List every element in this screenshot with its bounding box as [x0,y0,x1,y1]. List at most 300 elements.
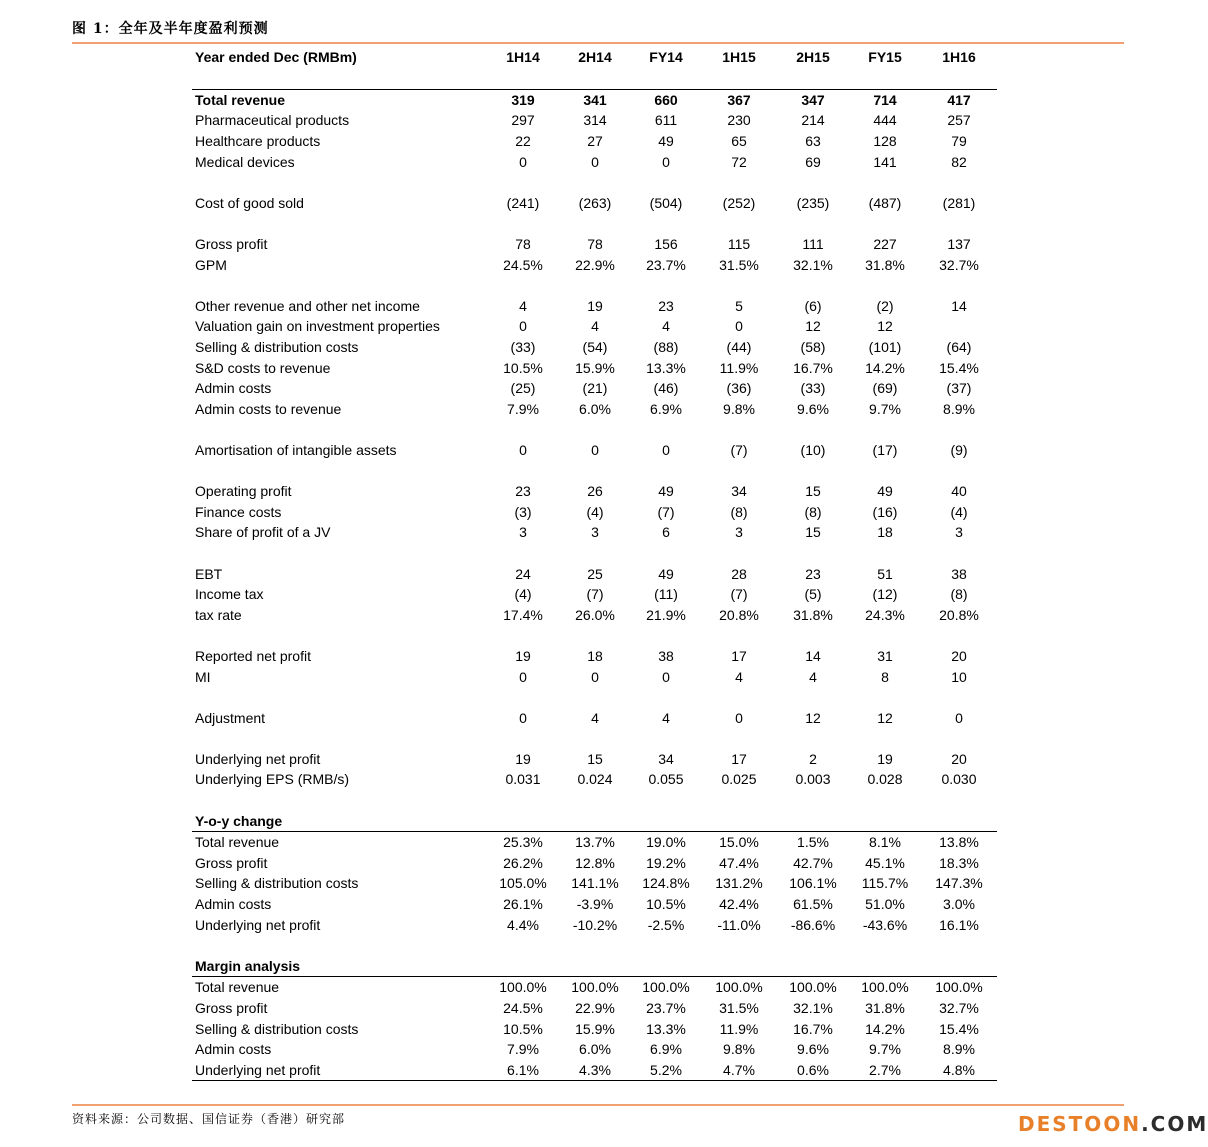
value-cell: 21.9% [646,606,686,623]
value-cell: 18 [587,647,603,664]
value-cell: 19.0% [631,831,701,852]
value-cell: 9.6% [797,1041,829,1058]
row-label: MI [195,668,211,685]
header-cell: Year ended Dec (RMBm) [195,49,357,65]
value-cell: 0.6% [777,1060,849,1081]
value-cell: 25 [587,565,603,582]
value-cell: 26.0% [575,606,615,623]
value-cell: (4) [514,586,532,603]
value-cell: 31.8% [865,256,905,273]
value-cell: 12 [805,709,821,726]
row-label: Admin costs [195,1041,272,1058]
value-cell: 11.9% [719,1020,759,1037]
row-label: Margin analysis [195,957,301,974]
row-label: GPM [195,256,227,273]
value-cell: 18.3% [939,854,979,871]
value-cell: 0 [662,153,670,170]
value-cell: 8 [881,668,889,685]
spacer-row [192,728,997,749]
value-cell: 660 [631,89,701,110]
value-cell: 16.7% [793,1020,833,1037]
value-cell: 319 [487,89,559,110]
value-cell: (37) [946,380,972,397]
value-cell: (33) [510,339,536,356]
spacer-cell [192,935,997,956]
value-cell: (241) [506,194,540,211]
value-cell: (33) [800,380,826,397]
value-cell: -2.5% [647,916,685,933]
row-label: Underlying net profit [195,750,321,767]
value-cell: 14.2% [865,359,905,376]
row-label: Adjustment [195,709,266,726]
value-cell: 7.9% [507,400,539,417]
value-cell: 34 [731,483,747,500]
table-row [192,853,997,874]
row-label: Income tax [195,586,264,603]
table-row [192,977,997,998]
table-row [192,337,997,358]
value-cell: 15 [587,750,603,767]
value-cell: 31.5% [719,1000,759,1017]
value-cell: 38 [658,647,674,664]
spacer-cell [192,213,997,234]
value-cell: 49 [658,565,674,582]
table-row [192,440,997,461]
row-label: Gross profit [195,1000,268,1017]
value-cell: 31.5% [719,256,759,273]
table-row [192,522,997,543]
row-label: Gross profit [195,854,268,871]
value-cell: (54) [582,339,608,356]
value-cell: 341 [559,89,631,110]
value-cell: 3 [735,524,743,541]
value-cell: 12 [877,318,893,335]
value-cell [701,810,777,831]
table-row [192,769,997,790]
value-cell: 26.1% [503,896,543,913]
value-cell: 214 [801,112,825,129]
value-cell: 78 [515,236,531,253]
value-cell: 0.031 [505,771,541,788]
table-row [192,894,997,915]
row-label: Underlying net profit [195,916,321,933]
row-label: Selling & distribution costs [195,339,359,356]
value-cell: 0 [519,318,527,335]
value-cell: 26.2% [503,854,543,871]
value-cell: 14 [805,647,821,664]
value-cell: 100.0% [487,977,559,998]
value-cell: 13.8% [921,831,997,852]
value-cell [921,956,997,977]
value-cell: 141.1% [571,875,619,892]
value-cell: 0.025 [721,771,757,788]
row-label: S&D costs to revenue [195,359,331,376]
value-cell: 34 [658,750,674,767]
row-label: Selling & distribution costs [195,1020,359,1037]
value-cell: (17) [872,441,898,458]
value-cell: 10.5% [646,896,686,913]
value-cell: 13.7% [559,831,631,852]
value-cell: 16.1% [939,916,979,933]
table-row [192,831,997,852]
value-cell: 6.0% [579,1041,611,1058]
value-cell: 2.7% [849,1060,921,1081]
table-row [192,1060,997,1081]
table-row [192,914,997,935]
value-cell: (252) [722,194,756,211]
value-cell [921,316,997,337]
value-cell: 19 [587,297,603,314]
value-cell: 611 [654,112,678,129]
value-cell: 12 [805,318,821,335]
value-cell: 31 [877,647,893,664]
value-cell: (69) [872,380,898,397]
value-cell: 156 [654,236,678,253]
value-cell: 0.055 [648,771,684,788]
value-cell: (8) [804,503,822,520]
value-cell: (7) [730,586,748,603]
value-cell [631,810,701,831]
value-cell: 8.9% [943,400,975,417]
value-cell: 4 [591,318,599,335]
value-cell: 111 [802,236,824,253]
value-cell: 15.0% [701,831,777,852]
value-cell: (263) [578,194,612,211]
value-cell: 32.7% [939,256,979,273]
value-cell: 4 [662,318,670,335]
spacer-row [192,790,997,811]
value-cell: 106.1% [789,875,837,892]
value-cell: 9.7% [869,1041,901,1058]
header-cell: FY15 [868,49,902,65]
value-cell: 2 [809,750,817,767]
value-cell: (9) [950,441,968,458]
value-cell: (11) [654,586,678,603]
value-cell: 7.9% [507,1041,539,1058]
value-cell: 0 [735,709,743,726]
spacer-row [192,172,997,193]
row-label: Finance costs [195,503,282,520]
value-cell: 4.4% [507,916,539,933]
value-cell [921,810,997,831]
value-cell: 69 [805,153,821,170]
value-cell: (12) [872,586,898,603]
value-cell: 9.7% [869,400,901,417]
value-cell: 23 [515,483,531,500]
value-cell: 22.9% [575,1000,615,1017]
row-label: Total revenue [192,977,487,998]
spacer-row [192,460,997,481]
table-row [192,316,997,337]
value-cell: 100.0% [559,977,631,998]
value-cell: 20 [951,647,967,664]
value-cell: (36) [726,380,752,397]
value-cell: -10.2% [572,916,618,933]
value-cell: (88) [653,339,679,356]
value-cell: 23.7% [646,256,686,273]
value-cell: 32.1% [793,1000,833,1017]
value-cell: 78 [587,236,603,253]
value-cell: 15.4% [939,359,979,376]
spacer-cell [192,460,997,481]
value-cell: 17 [731,750,747,767]
value-cell: 23.7% [646,1000,686,1017]
spacer-row [192,687,997,708]
value-cell: 0 [591,441,599,458]
value-cell: 105.0% [499,875,547,892]
value-cell: 15 [805,483,821,500]
spacer-cell [192,543,997,564]
value-cell: 27 [587,133,603,150]
value-cell: 3 [955,524,963,541]
value-cell: -43.6% [862,916,908,933]
value-cell: (7) [657,503,675,520]
value-cell: 4.3% [559,1060,631,1081]
value-cell: (6) [804,297,822,314]
row-label: Gross profit [195,236,268,253]
value-cell: 13.3% [646,1020,686,1037]
value-cell: (8) [730,503,748,520]
value-cell: 49 [658,483,674,500]
spacer-row [192,68,997,89]
header-cell: 1H16 [942,49,976,65]
value-cell: 227 [873,236,897,253]
value-cell: 72 [731,153,747,170]
table-row [192,399,997,420]
value-cell: (4) [586,503,604,520]
value-cell: (281) [942,194,976,211]
spacer-cell [192,68,997,89]
value-cell: 6.9% [650,1041,682,1058]
value-cell: 9.8% [723,1041,755,1058]
value-cell: 32.7% [939,1000,979,1017]
earnings-forecast-table [192,46,997,1081]
value-cell: 15.4% [939,1020,979,1037]
value-cell: (101) [868,339,902,356]
value-cell: (3) [514,503,532,520]
table-row [192,131,997,152]
value-cell: 4 [591,709,599,726]
value-cell: 22.9% [575,256,615,273]
value-cell: 19 [515,647,531,664]
value-cell: 19 [877,750,893,767]
value-cell: 4 [519,297,527,314]
value-cell: 9.6% [797,400,829,417]
value-cell: 47.4% [719,854,759,871]
row-label: Valuation gain on investment properties [195,318,440,335]
value-cell [559,810,631,831]
value-cell: 24.5% [503,1000,543,1017]
top-divider [72,42,1124,44]
value-cell: 417 [921,89,997,110]
table-header-row [192,46,997,68]
value-cell: 23 [658,297,674,314]
value-cell: -11.0% [717,916,761,933]
row-label: Pharmaceutical products [195,112,350,129]
value-cell: 0.024 [577,771,613,788]
spacer-cell [192,172,997,193]
value-cell: 0 [519,668,527,685]
value-cell: 12 [877,709,893,726]
watermark-part-a: DESTOON [1018,1112,1142,1136]
value-cell: 147.3% [935,875,983,892]
value-cell [631,956,701,977]
value-cell: 100.0% [631,977,701,998]
value-cell: 17.4% [503,606,543,623]
value-cell: (10) [800,441,826,458]
value-cell: 11.9% [719,359,759,376]
row-label: Healthcare products [195,133,321,150]
row-label: Underlying EPS (RMB/s) [195,771,350,788]
table-row [192,873,997,894]
value-cell: 3 [519,524,527,541]
value-cell: (7) [730,441,748,458]
spacer-row [192,625,997,646]
value-cell: 23 [805,565,821,582]
table-row [192,707,997,728]
value-cell: 230 [727,112,751,129]
row-label: Admin costs [195,380,272,397]
bottom-divider [72,1104,1124,1106]
value-cell: (44) [726,339,752,356]
value-cell: 6.0% [579,400,611,417]
row-label: Y-o-y change [195,812,283,829]
spacer-cell [192,687,997,708]
spacer-row [192,543,997,564]
value-cell: 3 [591,524,599,541]
value-cell: 257 [947,112,971,129]
table-row [192,604,997,625]
value-cell: 42.4% [719,896,759,913]
value-cell: 16.7% [793,359,833,376]
value-cell: (8) [950,586,968,603]
spacer-row [192,275,997,296]
header-cell: 2H14 [578,49,612,65]
value-cell: 0.003 [795,771,831,788]
value-cell: 24 [515,565,531,582]
value-cell: 0 [955,709,963,726]
table-row [192,254,997,275]
table-row [192,563,997,584]
table-row [192,234,997,255]
value-cell: 24.5% [503,256,543,273]
value-cell: 0 [519,709,527,726]
value-cell: 61.5% [793,896,833,913]
value-cell: (25) [510,380,536,397]
value-cell: 137 [947,236,971,253]
value-cell: 714 [849,89,921,110]
value-cell: 8.1% [849,831,921,852]
value-cell: (58) [800,339,826,356]
value-cell: 19.2% [646,854,686,871]
value-cell: 12.8% [575,854,615,871]
value-cell: (7) [586,586,604,603]
value-cell: 10 [951,668,967,685]
watermark-logo [1018,1112,1208,1136]
value-cell: -86.6% [790,916,836,933]
value-cell: 100.0% [849,977,921,998]
value-cell: (2) [876,297,894,314]
table-row [192,1039,997,1060]
table-row [192,584,997,605]
row-label: Operating profit [195,483,292,500]
value-cell: 314 [583,112,607,129]
row-label: Total revenue [192,89,487,110]
value-cell: 124.8% [642,875,690,892]
value-cell: 51 [877,565,893,582]
value-cell: 100.0% [921,977,997,998]
table-row [192,378,997,399]
value-cell: 0 [735,318,743,335]
value-cell: 5.2% [631,1060,701,1081]
row-label: Medical devices [195,153,295,170]
value-cell: (487) [868,194,902,211]
value-cell [487,810,559,831]
spacer-row [192,213,997,234]
table-row [192,810,997,831]
value-cell: 24.3% [865,606,905,623]
value-cell: 10.5% [503,1020,543,1037]
value-cell: -3.9% [576,896,614,913]
value-cell: 444 [873,112,897,129]
row-label: Selling & distribution costs [195,875,359,892]
spacer-cell [192,625,997,646]
value-cell: 28 [731,565,747,582]
value-cell: (4) [950,503,968,520]
value-cell: (16) [872,503,898,520]
value-cell: 6 [662,524,670,541]
table-row [192,481,997,502]
value-cell: 38 [951,565,967,582]
value-cell: 45.1% [865,854,905,871]
header-cell: FY14 [649,49,683,65]
value-cell: 4 [662,709,670,726]
table-row [192,193,997,214]
value-cell: 25.3% [487,831,559,852]
spacer-cell [192,790,997,811]
value-cell: 20 [951,750,967,767]
value-cell: 65 [731,133,747,150]
spacer-cell [192,728,997,749]
value-cell: 31.8% [793,606,833,623]
value-cell: 1.5% [777,831,849,852]
value-cell: 141 [873,153,897,170]
value-cell: 6.9% [650,400,682,417]
value-cell [701,956,777,977]
value-cell: 0 [591,668,599,685]
row-label: Amortisation of intangible assets [195,441,397,458]
row-label: Admin costs to revenue [195,400,342,417]
value-cell: 14.2% [865,1020,905,1037]
value-cell: 42.7% [793,854,833,871]
value-cell: 15 [805,524,821,541]
value-cell: 14 [951,297,967,314]
value-cell: 19 [515,750,531,767]
row-label: Cost of good sold [195,194,304,211]
value-cell: 0.028 [867,771,903,788]
value-cell: 367 [701,89,777,110]
value-cell: (21) [582,380,608,397]
value-cell: 40 [951,483,967,500]
row-label: Reported net profit [195,647,311,664]
value-cell: 26 [587,483,603,500]
value-cell: 22 [515,133,531,150]
value-cell: 63 [805,133,821,150]
value-cell: 32.1% [793,256,833,273]
value-cell: 49 [658,133,674,150]
value-cell: (5) [804,586,822,603]
value-cell: 0 [662,668,670,685]
